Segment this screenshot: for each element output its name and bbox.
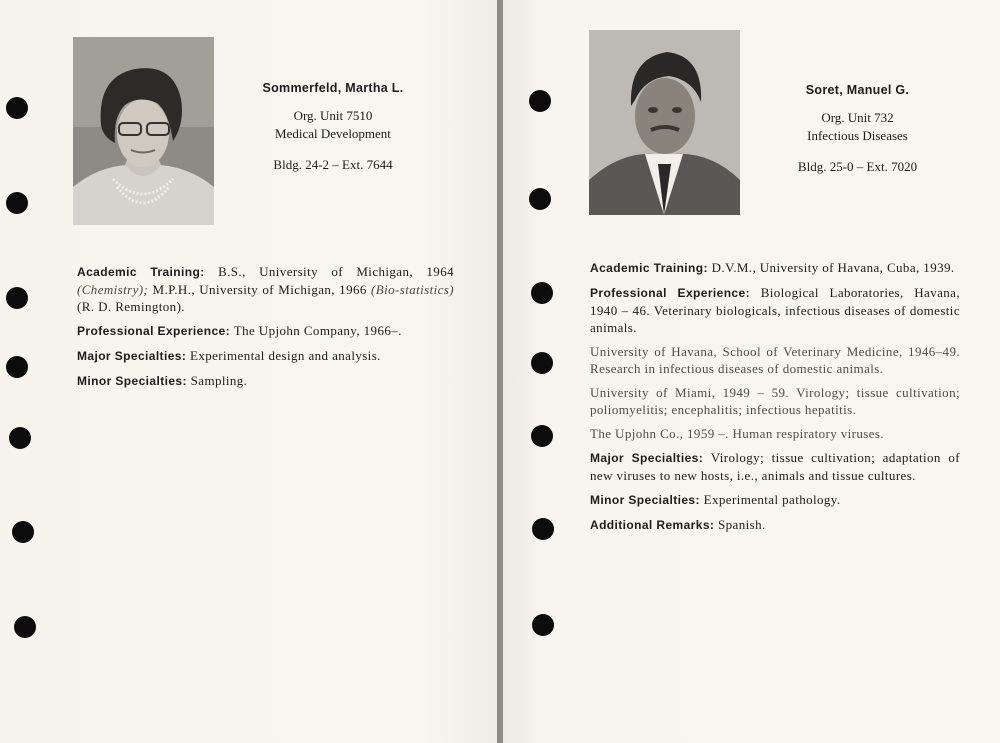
building-extension: Bldg. 25-0 – Ext. 7020 [797, 159, 918, 174]
additional-remarks [590, 516, 960, 534]
academic-training-text: B.S., University of Michigan, 1964 [218, 264, 454, 279]
binder-hole [532, 518, 554, 540]
person-name: Soret, Manuel G. [805, 83, 910, 97]
building-extension: Bldg. 24-2 – Ext. 7644 [273, 157, 393, 172]
person-name: Sommerfeld, Martha L. [262, 81, 404, 95]
entry-header-soret [765, 81, 950, 176]
binder-hole [14, 616, 36, 638]
major-specialties-text: Experimental design and analysis. [189, 348, 381, 363]
binder-hole [6, 97, 28, 119]
binder-hole [529, 188, 551, 210]
academic-training [77, 263, 454, 315]
experience-entry: University of Miami, 1949 – 59. Virology; tissue cultivation; poliomyelitis; encephalitis; infectious hepatitis. [590, 385, 960, 417]
academic-training-text: M.P.H., University of Michigan, 1966 [148, 282, 372, 297]
academic-training-text: D.V.M., University of Havana, Cuba, 1939. [711, 260, 955, 275]
minor-specialties-label: Minor Specialties: [77, 374, 187, 388]
minor-specialties [77, 372, 454, 390]
professional-experience-label: Professional Experience: [77, 324, 230, 338]
binder-hole [529, 90, 551, 112]
major-specialties [590, 449, 960, 484]
department: Infectious Diseases [807, 128, 908, 143]
binder-hole [12, 521, 34, 543]
portrait-photo-sommerfeld [73, 37, 214, 225]
binder-hole [531, 352, 553, 374]
minor-specialties [590, 491, 960, 509]
major-specialties-label: Major Specialties: [590, 451, 704, 465]
academic-training-label: Academic Training: [77, 265, 205, 279]
binder-hole [531, 425, 553, 447]
academic-training-advisor: (R. D. Remington). [77, 299, 185, 314]
major-specialties-text: Virology; tissue cultivation; adaptation of new viruses to new hosts, i.e., animals and tissue cultures. [590, 450, 960, 483]
minor-specialties-text: Sampling. [190, 373, 248, 388]
binder-hole [531, 282, 553, 304]
binder-hole [6, 192, 28, 214]
entry-body-soret [590, 259, 960, 541]
minor-specialties-label: Minor Specialties: [590, 493, 700, 507]
professional-experience [77, 322, 454, 340]
professional-experience-text: The Upjohn Company, 1966–. [233, 323, 402, 338]
academic-training-field: (Chemistry); [77, 282, 149, 297]
minor-specialties-text: Experimental pathology. [703, 492, 841, 507]
experience-entry: University of Havana, School of Veterinary Medicine, 1946–49. Research in infectious diseases of domestic animals. [590, 344, 960, 376]
professional-experience-label: Professional Experience: [590, 286, 750, 300]
portrait-photo-soret [589, 30, 740, 215]
entry-header-sommerfeld [243, 79, 423, 174]
entry-body-sommerfeld [77, 263, 454, 397]
professional-experience-text: Biological Laboratories, Havana, 1940 – 46. Veterinary biologicals, infectious diseases of domestic animals. [590, 285, 960, 335]
additional-remarks-label: Additional Remarks: [590, 518, 715, 532]
additional-remarks-text: Spanish. [718, 517, 766, 532]
academic-training-field: (Bio-statistics) [371, 282, 454, 297]
academic-training-label: Academic Training: [590, 261, 708, 275]
major-specialties-label: Major Specialties: [77, 349, 187, 363]
binder-hole [6, 287, 28, 309]
org-unit: Org. Unit 732 [821, 110, 894, 125]
experience-entry: The Upjohn Co., 1959 –. Human respiratory viruses. [590, 426, 885, 441]
binder-hole [6, 356, 28, 378]
academic-training [590, 259, 960, 277]
binder-hole [9, 427, 31, 449]
professional-experience [590, 284, 960, 336]
org-unit: Org. Unit 7510 [293, 108, 373, 123]
binder-hole [532, 614, 554, 636]
department: Medical Development [275, 126, 391, 141]
major-specialties [77, 347, 454, 365]
